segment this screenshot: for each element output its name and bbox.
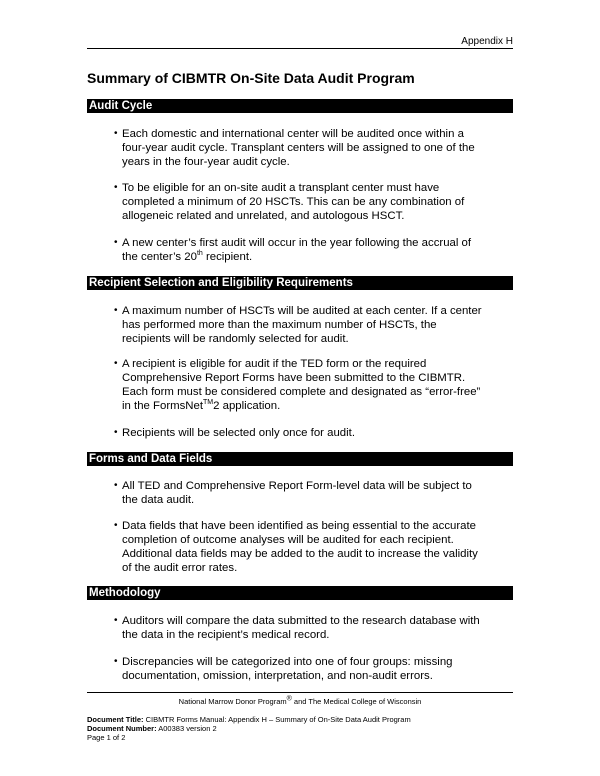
bullet-icon: •: [114, 615, 118, 626]
bullet-icon: •: [114, 427, 118, 438]
section-heading-forms-data-fields: Forms and Data Fields: [87, 452, 513, 466]
footer-document-info: Document Title: CIBMTR Forms Manual: Appendix H – Summary of On-Site Data Audit Program Document Number: A00383 version 2 Page 1 of 2: [87, 715, 411, 742]
page-number: Page 1 of 2: [87, 733, 126, 742]
section-heading-audit-cycle: Audit Cycle: [87, 99, 513, 113]
list-item: • A maximum number of HSCTs will be audited at each center. If a center has performed more than the maximum number of HSCTs, the recipients will be randomly selected for audit.: [114, 305, 482, 345]
bullet-icon: •: [114, 237, 118, 248]
list-item: • To be eligible for an on-site audit a transplant center must have completed a minimum of 20 HSCTs. This can be any combination of allogeneic related and unrelated, and autologous HSCT.: [114, 182, 465, 222]
list-item: • Discrepancies will be categorized into one of four groups: missing documentation, omission, interpretation, and non-audit errors.: [114, 656, 453, 682]
list-item: • A new center’s first audit will occur in the year following the accrual of the center’s 20th recipient.: [114, 237, 472, 263]
bullet-icon: •: [114, 305, 118, 316]
bullet-icon: •: [114, 480, 118, 491]
list-item: • A recipient is eligible for audit if the TED form or the required Comprehensive Report Forms have been submitted to the CIBMTR. Each form must be considered complete and designated as “error-free” in the FormsNet™2 application.: [114, 358, 481, 412]
bullet-icon: •: [114, 182, 118, 193]
footer-divider: [87, 692, 513, 693]
bullet-icon: •: [114, 656, 118, 667]
section-heading-methodology: Methodology: [87, 586, 513, 600]
list-item: • All TED and Comprehensive Report Form-level data will be subject to the data audit.: [114, 480, 472, 506]
footer-organization: National Marrow Donor Program® and The Medical College of Wisconsin: [178, 695, 422, 706]
bullet-icon: •: [114, 358, 118, 369]
list-item: • Data fields that have been identified as being essential to the accurate completion of outcome analyses will be audited for each recipient. Additional data fields may be added to the audit to increase the validity of the audit error rates.: [114, 520, 478, 574]
list-item: • Each domestic and international center will be audited once within a four-year audit cycle. Transplant centers will be assigned to one of the years in the four-year audit cycle.: [114, 128, 475, 168]
list-item: • Recipients will be selected only once for audit.: [114, 427, 356, 439]
appendix-label: Appendix H: [461, 36, 513, 47]
bullet-icon: •: [114, 128, 118, 139]
section-heading-recipient-selection: Recipient Selection and Eligibility Requirements: [87, 276, 513, 290]
bullet-icon: •: [114, 520, 118, 531]
page-title: Summary of CIBMTR On-Site Data Audit Program: [87, 70, 415, 86]
list-item: • Auditors will compare the data submitted to the research database with the data in the recipient’s medical record.: [114, 615, 480, 641]
header-divider: [87, 48, 513, 49]
